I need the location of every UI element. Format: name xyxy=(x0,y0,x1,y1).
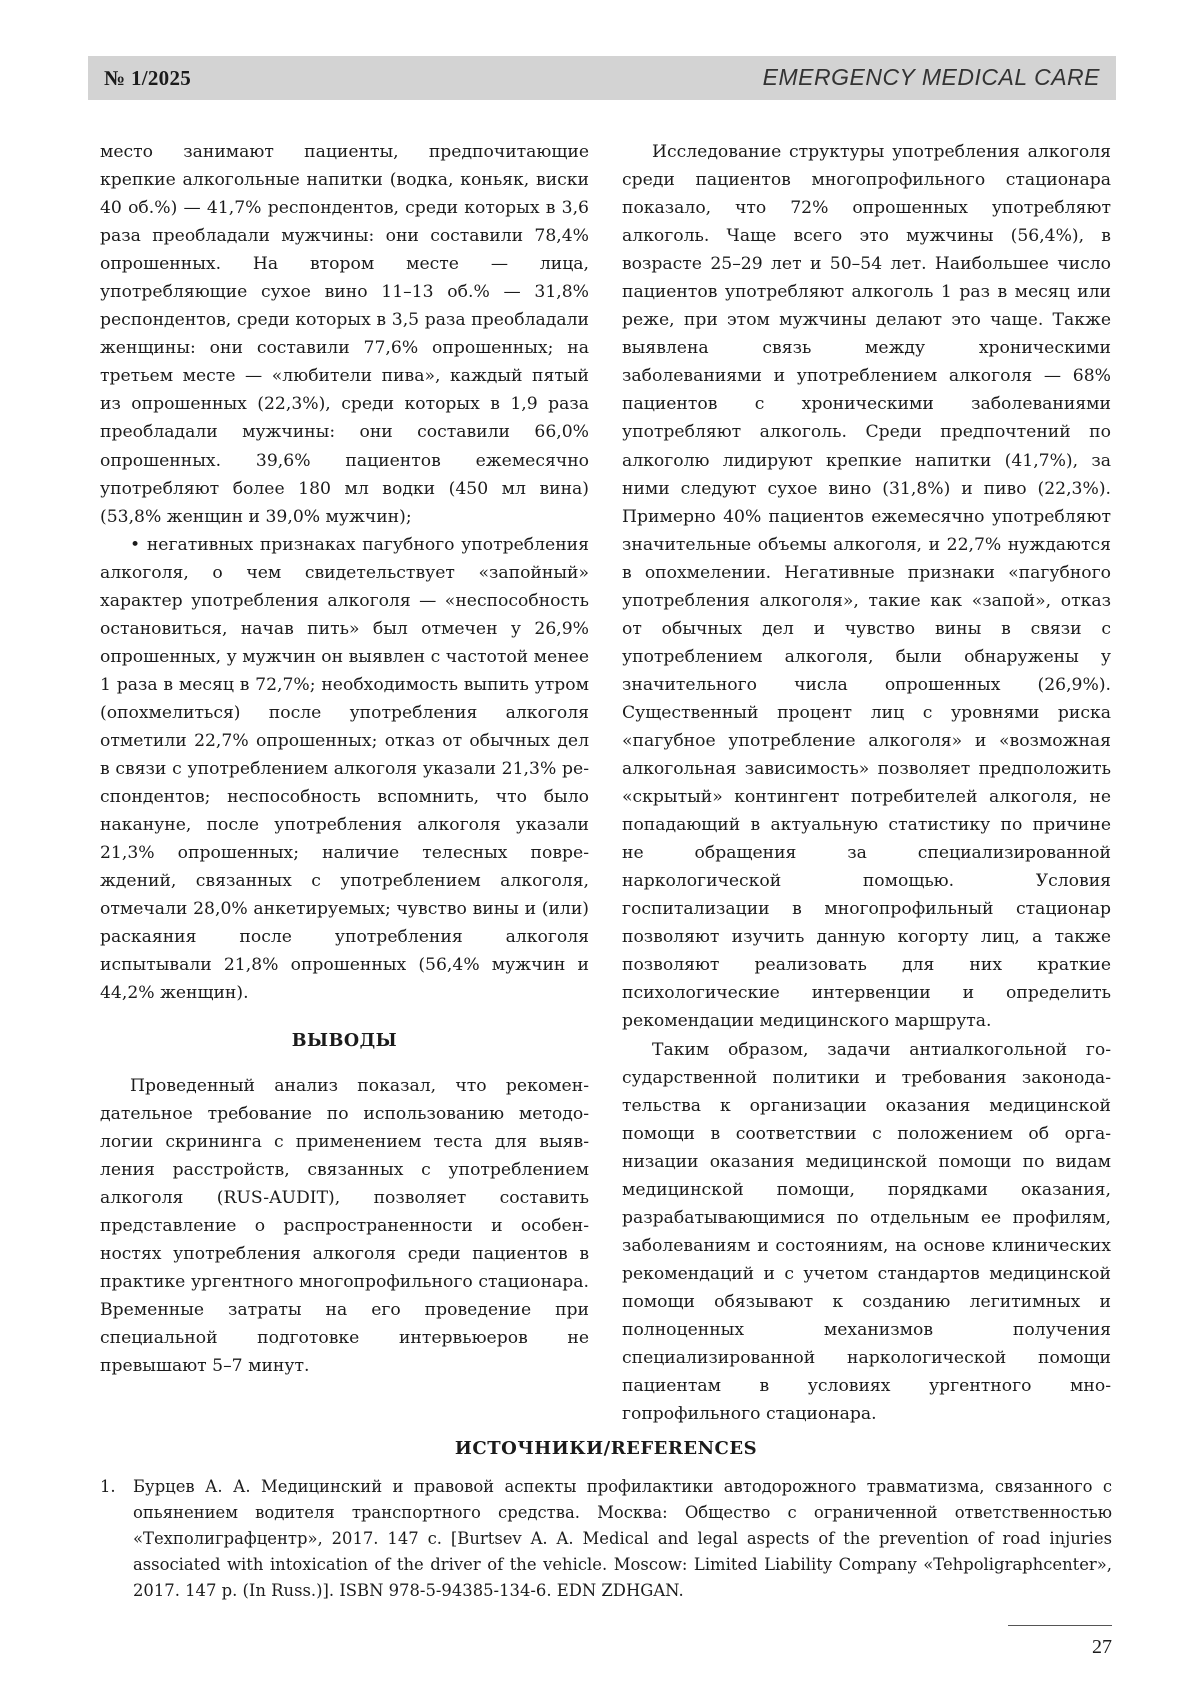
paragraph: место занимают пациенты, предпочитающие крепкие алкогольные напитки (водка, коньяк, виски 40 об.%) — 41,7% респондентов, среди которых в 3,6 раза преобладали мужчины: они составили 78,4% опрошенных. На втором месте — лица, употребляющие сухое вино 11–13 об.% — 31,8% респондентов, среди которых в 3,5 раза преобладали женщины: они составили 77,6% опрошенных; на третьем месте — «любители пива», каждый пятый из опрошенных (22,3%), среди которых в 1,9 раза преобладали мужчины: они составили 66,0% опрошенных. 39,6% пациентов ежемесячно употребляют более 180 мл водки (450 мл вина) (53,8% женщин и 39,0% мужчин); xyxy=(100,142,589,527)
reference-item xyxy=(100,1474,1112,1604)
footer-rule xyxy=(1008,1625,1112,1626)
page-number: 27 xyxy=(1092,1636,1112,1658)
section-title-conclusions: ВЫВОДЫ xyxy=(291,1031,398,1052)
references-title: ИСТОЧНИКИ/REFERENCES xyxy=(454,1438,758,1459)
paragraph: Таким образом, задачи антиалкогольной государственной политики и требования законодательства к организации оказания медицинской помощи в соответствии с положением об организации оказания медицинской помощи по видам медицинской помощи, порядками оказания, разрабатывающимися по отдельным ее профилям, заболеваниям и состояниям, на основе клинических рекомендаций и с учетом стандартов медицинской помощи обязывают к созданию легитимных и полноценных механизмов получения специализированной наркологической помощи пациентам в условиях ургентного многопрофильного стационара. xyxy=(622,1039,1111,1425)
reference-text: Бурцев А. А. Медицинский и правовой аспекты профилактики автодорожного травматизма, связанного с опьянением водителя транспортного средства. Москва: Общество с ограниченной ответственностью «Техполиграфцентр», 2017. 147 с. [Burtsev A. A. Medical and legal aspects of the prevention of road injuries associated with intoxication of the driver of the vehicle. Moscow: Limited Liability Company «Tehpoligraphcenter», 2017. 147 p. (In Russ.)]. ISBN 978-5-94385-134-6. EDN ZDHGAN. xyxy=(133,1477,1112,1600)
right-column xyxy=(622,138,1111,1428)
paragraph: Проведенный анализ показал, что рекомендательное требование по использованию методологии скрининга с применением теста для выявления расстройств, связанных с употреблением алкоголя (RUS-AUDIT), позволяет составить представление о распространенности и особенностях употребления алкоголя среди пациентов в практике ургентного многопрофильного стационара. Временные затраты на его проведение при специальной подготовке интервьюеров не превышают 5–7 минут. xyxy=(100,1075,589,1376)
issue-number: № 1/2025 xyxy=(104,66,192,90)
paragraph: • негативных признаках пагубного употребления алкоголя, о чем свидетельствует «запойный» характер употребления алкоголя — «неспособность остановиться, начав пить» был отмечен у 26,9% опрошенных, у мужчин он выявлен с частотой менее 1 раза в месяц в 72,7%; необходимость выпить утром (опохмелиться) после употребления алкоголя отметили 22,7% опрошенных; отказ от обычных дел в связи с употреблением алкоголя указали 21,3% респондентов; неспособность вспомнить, что было накануне, после употребления алкоголя указали 21,3% опрошенных; наличие телесных повреждений, связанных с употреблением алкоголя, отмечали 28,0% анкетируемых; чувство вины и (или) раскаяния после употребления алкоголя испытывали 21,8% опрошенных (56,4% мужчин и 44,2% женщин). xyxy=(100,534,589,1004)
reference-number: 1. xyxy=(100,1477,116,1496)
left-column xyxy=(100,138,589,1380)
paragraph: Исследование структуры употребления алкоголя среди пациентов многопрофильного стационара показало, что 72% опрошенных употребляют алкоголь. Чаще всего это мужчины (56,4%), в возрасте 25–29 лет и 50–54 лет. Наибольшее число пациентов употребляют алкоголь 1 раз в месяц или реже, при этом мужчины делают это чаще. Также выявлена связь между хроническими заболеваниями и употреблением алкоголя — 68% пациентов с хроническими заболеваниями употребляют алкоголь. Среди предпочтений по алкоголю лидируют крепкие напитки (41,7%), за ними следуют сухое вино (31,8%) и пиво (22,3%). Примерно 40% пациентов ежемесячно употребляют значительные объемы алкоголя, и 22,7% нуждаются в опохмелении. Негативные признаки «пагубного употребления алкоголя», такие как «запой», отказ от обычных дел и чувство вины в связи с употреблением алкоголя, были обнаружены у значительного числа опрошенных (26,9%). Существенный процент лиц с уровнями риска «пагубное употребление алкоголя» и «возможная алкогольная зависимость» позволяет предположить «скрытый» контингент потребителей алкоголя, не попадающий в актуальную статистику по причине не обращения за специализированной наркологической помощью. Условия госпитализации в многопрофильный стационар позволяют изучить данную когорту лиц, а также позволяют реализовать для них краткие психологические интервенции и определить рекомендации медицинского маршрута. xyxy=(622,142,1111,1032)
running-header xyxy=(88,56,1116,100)
journal-title: EMERGENCY MEDICAL CARE xyxy=(762,64,1100,90)
